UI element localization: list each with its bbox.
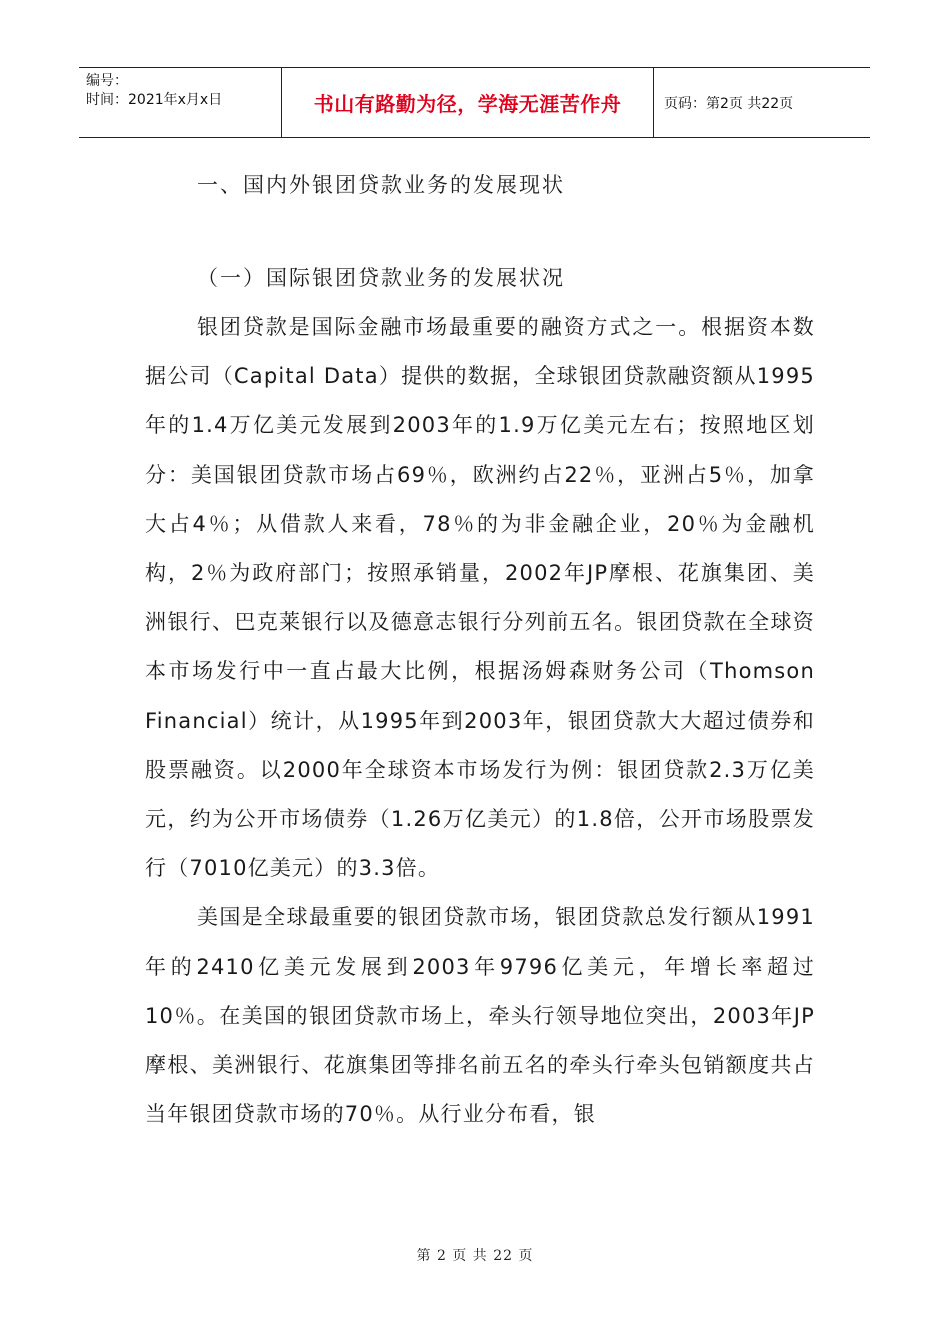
page-footer: 第 2 页 共 22 页	[416, 1248, 534, 1264]
subsection-heading: （一）国际银团贷款业务的发展状况	[197, 266, 565, 290]
page-label: 页码：第2页 共22页	[664, 95, 794, 112]
paragraph-1: 银团贷款是国际金融市场最重要的融资方式之一。根据资本数据公司（Capital Data）提供的数据，全球银团贷款融资额从1995年的1.4万亿美元发展到2003年的1.9万亿美元左右；按照地区划分：美国银团贷款市场占69％，欧洲约占22％，亚洲占5％，加拿大占4％；从借款人来看，78％的为非金融企业，20％为金融机构，2％为政府部门；按照承销量，2002年JP摩根、花旗集团、美洲银行、巴克莱银行以及德意志银行分列前五名。银团贷款在全球资本市场发行中一直占最大比例，根据汤姆森财务公司（Thomson Financial）统计，从1995年到2003年，银团贷款大大超过债券和股票融资。以2000年全球资本市场发行为例：银团贷款2.3万亿美元，约为公开市场债券（1.26万亿美元）的1.8倍，公开市场股票发行（7010亿美元）的3.3倍。	[145, 315, 815, 881]
motto-text: 书山有路勤为径，学海无涯苦作舟	[313, 92, 622, 116]
page-header	[79, 67, 870, 138]
document-body	[145, 160, 815, 1139]
section-heading: 一、国内外银团贷款业务的发展现状	[197, 173, 565, 197]
time-label: 时间：2021年x月x日	[86, 92, 223, 108]
header-info-cell	[79, 68, 282, 137]
header-page-cell	[654, 68, 870, 137]
paragraph-2: 美国是全球最重要的银团贷款市场，银团贷款总发行额从1991年的2410亿美元发展到2003年9796亿美元，年增长率超过10％。在美国的银团贷款市场上，牵头行领导地位突出，2003年JP摩根、美洲银行、花旗集团等排名前五名的牵头行牵头包销额度共占当年银团贷款市场的70％。从行业分布看，银	[145, 905, 815, 1127]
header-motto-cell	[282, 68, 654, 137]
number-label: 编号：	[86, 73, 128, 89]
